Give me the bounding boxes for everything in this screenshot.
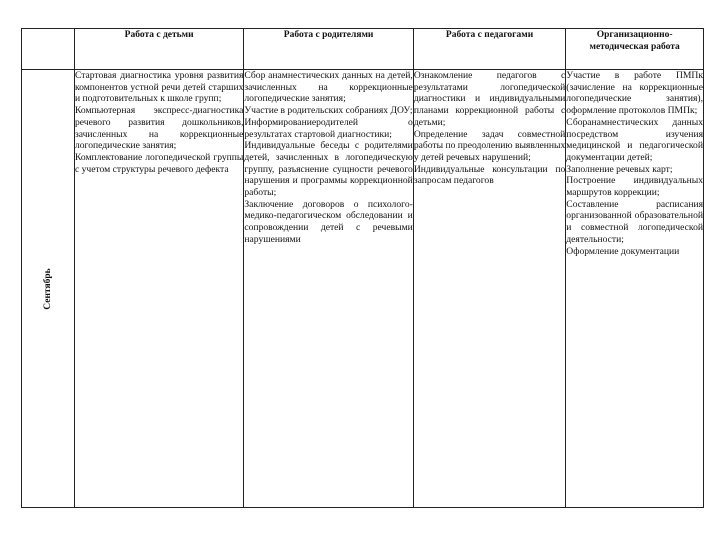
- parents-item-2: Участие в родительских собраниях ДОУ;: [244, 105, 413, 117]
- organizational-item-4: Построение индивидуальных маршрутов коррекции;: [566, 175, 703, 199]
- header-children-label: Работа с детьми: [124, 30, 194, 40]
- children-item-3: Комплектование логопедической группы с учетом структуры речевого дефекта: [74, 151, 244, 175]
- cell-children: [74, 70, 243, 508]
- header-row: [22, 29, 704, 70]
- parents-item-5: Заключение договоров о психолого-медико-педагогическом обследовании и сопровождении детей с речевыми нарушениями: [244, 198, 413, 245]
- organizational-item-1: Участие в работе ПМПк (зачисление на коррекционные логопедические занятия), оформление протоколов ПМПк;: [566, 70, 703, 117]
- corner-cell: [22, 29, 75, 70]
- children-item-1: Стартовая диагностика уровня развития компонентов устной речи детей старших и подготовительных к школе групп;: [74, 70, 244, 105]
- month-label: Сентябрь: [42, 267, 53, 310]
- month-cell: [22, 70, 75, 508]
- cell-teachers: [413, 70, 565, 508]
- header-teachers-label: Работа с педагогами: [445, 30, 534, 40]
- organizational-item-5: Составление расписания организованной образовательной и совместной логопедической деятельности;: [566, 198, 703, 245]
- header-teachers: [413, 29, 565, 70]
- september-row: [22, 70, 704, 508]
- header-organizational-label: Организационно-методическая работа: [589, 30, 680, 52]
- work-plan-table: [21, 28, 704, 508]
- parents-item-4: Индивидуальные беседы с родителями детей, зачисленных в логопедическую группу, разъяснение сущности речевого нарушения и программы коррекционной работы;: [244, 140, 413, 199]
- header-parents: [244, 29, 413, 70]
- parents-item-3: Информированиеродителей о результатах стартовой диагностики;: [244, 116, 413, 140]
- teachers-item-1: Ознакомление педагогов с результатами логопедической диагностики и индивидуальными планами коррекционной работы с детьми;: [413, 70, 566, 128]
- organizational-item-6: Оформление документации: [566, 245, 680, 257]
- organizational-item-3: Заполнение речевых карт;: [566, 163, 673, 175]
- teachers-item-3: Индивидуальные консультации по запросам педагогов: [413, 163, 566, 187]
- organizational-item-2: Сборанамнестических данных посредством изучения медицинской и педагогической документации детей;: [566, 116, 703, 163]
- header-parents-label: Работа с родителями: [283, 30, 374, 40]
- header-children: [74, 29, 243, 70]
- cell-organizational: [566, 70, 704, 508]
- parents-item-1: Сбор анамнестических данных на детей, зачисленных на коррекционные логопедические занятия;: [244, 70, 413, 105]
- cell-parents: [244, 70, 413, 508]
- teachers-item-2: Определение задач совместной работы по преодолению выявленных у детей речевых нарушений;: [413, 128, 566, 163]
- children-item-2: Компьютерная экспресс-диагностика речевого развития дошкольников, зачисленных на коррекционные логопедические занятия;: [74, 105, 244, 152]
- header-organizational: [566, 29, 704, 70]
